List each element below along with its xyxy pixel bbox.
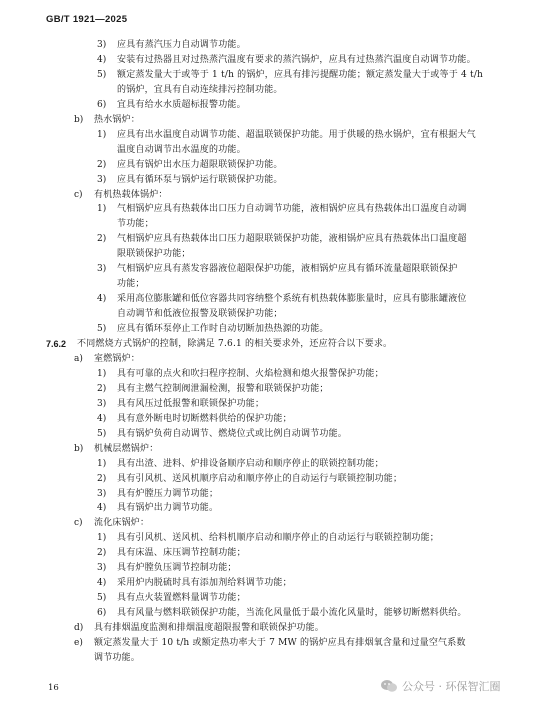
text-line: 不同燃烧方式锅炉的控制，除满足 7.6.1 的相关要求外，还应符合以下要求。 (77, 339, 393, 349)
text-line: 具有出渣、进料、炉排设备顺序启动和顺序停止的联锁控制功能； (117, 459, 384, 469)
text-line: 具有炉膛压力调节功能； (117, 489, 219, 499)
text-line: 额定蒸发量大于 10 t/h 或额定热功率大于 7 MW 的锅炉应具有排烟氧含量和过量空气系数 (94, 638, 466, 648)
text-line: 应具有出水温度自动调节功能、超温联锁保护功能。用于供暖的热水锅炉，宜有根据大气 (117, 130, 476, 140)
text-line: 具有引风机、送风机顺序启动和顺序停止的自动运行与联锁控制功能； (117, 474, 403, 484)
text-line: 应具有循环泵停止工作时自动切断加热热源的功能。 (117, 324, 329, 334)
watermark (380, 678, 501, 694)
item-marker: 5) (97, 593, 107, 603)
text-line: 应具有蒸汽压力自动调节功能。 (117, 40, 246, 50)
item-marker: 4) (97, 294, 107, 304)
text-line: 气相锅炉应具有蒸发容器液位超限保护功能，液相锅炉应具有循环流量超限联锁保护 (117, 264, 458, 274)
item-marker: c) (74, 518, 83, 528)
text-line: 节功能； (117, 219, 154, 229)
item-marker: 1) (97, 459, 107, 469)
text-line: 气相锅炉应具有热载体出口压力超限联锁保护功能，液相锅炉应具有热载体出口温度超 (117, 234, 467, 244)
item-marker: b) (74, 444, 84, 454)
text-line: 应具有循环泵与锅炉运行联锁保护功能。 (117, 175, 283, 185)
item-marker: d) (74, 623, 84, 633)
watermark-text: 公众号 · 环保智汇圈 (402, 680, 501, 693)
text-line: 有机热载体锅炉： (94, 190, 168, 200)
item-marker: a) (74, 354, 83, 364)
item-marker: 4) (97, 578, 107, 588)
item-marker: 1) (97, 533, 107, 543)
text-line: 具有意外断电时切断燃料供给的保护功能； (117, 414, 292, 424)
item-marker: 3) (97, 175, 107, 185)
item-marker: 4) (97, 503, 107, 513)
text-line: 流化床锅炉： (94, 518, 150, 528)
text-line: 宜具有给水水质超标报警功能。 (117, 100, 246, 110)
page-number: 16 (48, 683, 59, 693)
item-marker: 2) (97, 160, 107, 170)
text-line: 限联锁保护功能； (117, 249, 191, 259)
item-marker: 6) (97, 100, 107, 110)
item-marker: 4) (97, 414, 107, 424)
text-line: 具有风压过低报警和联锁保护功能； (117, 399, 265, 409)
text-line: 采用炉内脱硫时具有添加剂给料调节功能； (117, 578, 292, 588)
text-line: 热水锅炉： (94, 115, 141, 125)
text-line: 具有锅炉出力调节功能。 (117, 503, 219, 513)
item-marker: 2) (97, 234, 107, 244)
text-line: 功能； (117, 279, 145, 289)
text-line: 具有炉膛负压调节控制功能； (117, 563, 237, 573)
item-marker: 2) (97, 548, 107, 558)
text-line: 具有风量与燃料联锁保护功能，当流化风量低于最小流化风量时，能够切断燃料供给。 (117, 608, 467, 618)
item-marker: 3) (97, 399, 107, 409)
text-line: 气相锅炉应具有热载体出口压力自动调节功能，液相锅炉应具有热载体出口温度自动调 (117, 204, 467, 214)
text-line: 自动调节和低液位报警及联锁保护功能； (117, 309, 283, 319)
wechat-icon (380, 679, 398, 693)
text-line: 额定蒸发量大于或等于 1 t/h 的锅炉，应具有排污提醒功能；额定蒸发量大于或等于 4 t/h (117, 70, 484, 80)
item-marker: 4) (97, 55, 107, 65)
item-marker: 3) (97, 563, 107, 573)
item-marker: 1) (97, 204, 107, 214)
text-line: 调节功能。 (94, 653, 141, 663)
item-marker: 1) (97, 130, 107, 140)
item-marker: 1) (97, 369, 107, 379)
item-marker: c) (74, 190, 83, 200)
item-marker: b) (74, 115, 84, 125)
text-line: 机械层燃锅炉： (94, 444, 159, 454)
text-line: 采用高位膨胀罐和低位容器共同容纳整个系统有机热载体膨胀量时，应具有膨胀罐液位 (117, 294, 467, 304)
text-line: 具有点火装置燃料量调节功能； (117, 593, 246, 603)
item-marker: e) (74, 638, 83, 648)
item-marker: 5) (97, 324, 107, 334)
text-line: 具有排烟温度监测和排烟温度超限报警和联锁保护功能。 (94, 623, 325, 633)
text-line: 具有可靠的点火和吹扫程序控制、火焰检测和熄火报警保护功能； (117, 369, 384, 379)
item-marker: 3) (97, 489, 107, 499)
text-line: 具有锅炉负荷自动调节、燃烧位式或比例自动调节功能。 (117, 429, 348, 439)
text-line: 安装有过热器且对过热蒸汽温度有要求的蒸汽锅炉，应具有过热蒸汽温度自动调节功能。 (117, 55, 476, 65)
item-marker: 2) (97, 384, 107, 394)
item-marker: 6) (97, 608, 107, 618)
item-marker: 2) (97, 474, 107, 484)
item-marker: 5) (97, 70, 107, 80)
text-line: 具有主燃气控制阀泄漏检测，报警和联锁保护功能； (117, 384, 329, 394)
text-line: 应具有锅炉出水压力超限联锁保护功能。 (117, 160, 283, 170)
text-line: 温度自动调节出水温度的功能。 (117, 145, 246, 155)
item-marker: 3) (97, 264, 107, 274)
item-marker: 3) (97, 40, 107, 50)
text-line: 室燃锅炉： (94, 354, 141, 364)
item-marker: 7.6.2 (46, 339, 67, 349)
text-line: 的锅炉，宜具有自动连续排污控制功能。 (117, 85, 283, 95)
document-header: GB/T 1921—2025 (46, 14, 128, 25)
text-line: 具有引风机、送风机、给料机顺序启动和顺序停止的自动运行与联锁控制功能； (117, 533, 440, 543)
text-line: 具有床温、床压调节控制功能； (117, 548, 246, 558)
item-marker: 5) (97, 429, 107, 439)
